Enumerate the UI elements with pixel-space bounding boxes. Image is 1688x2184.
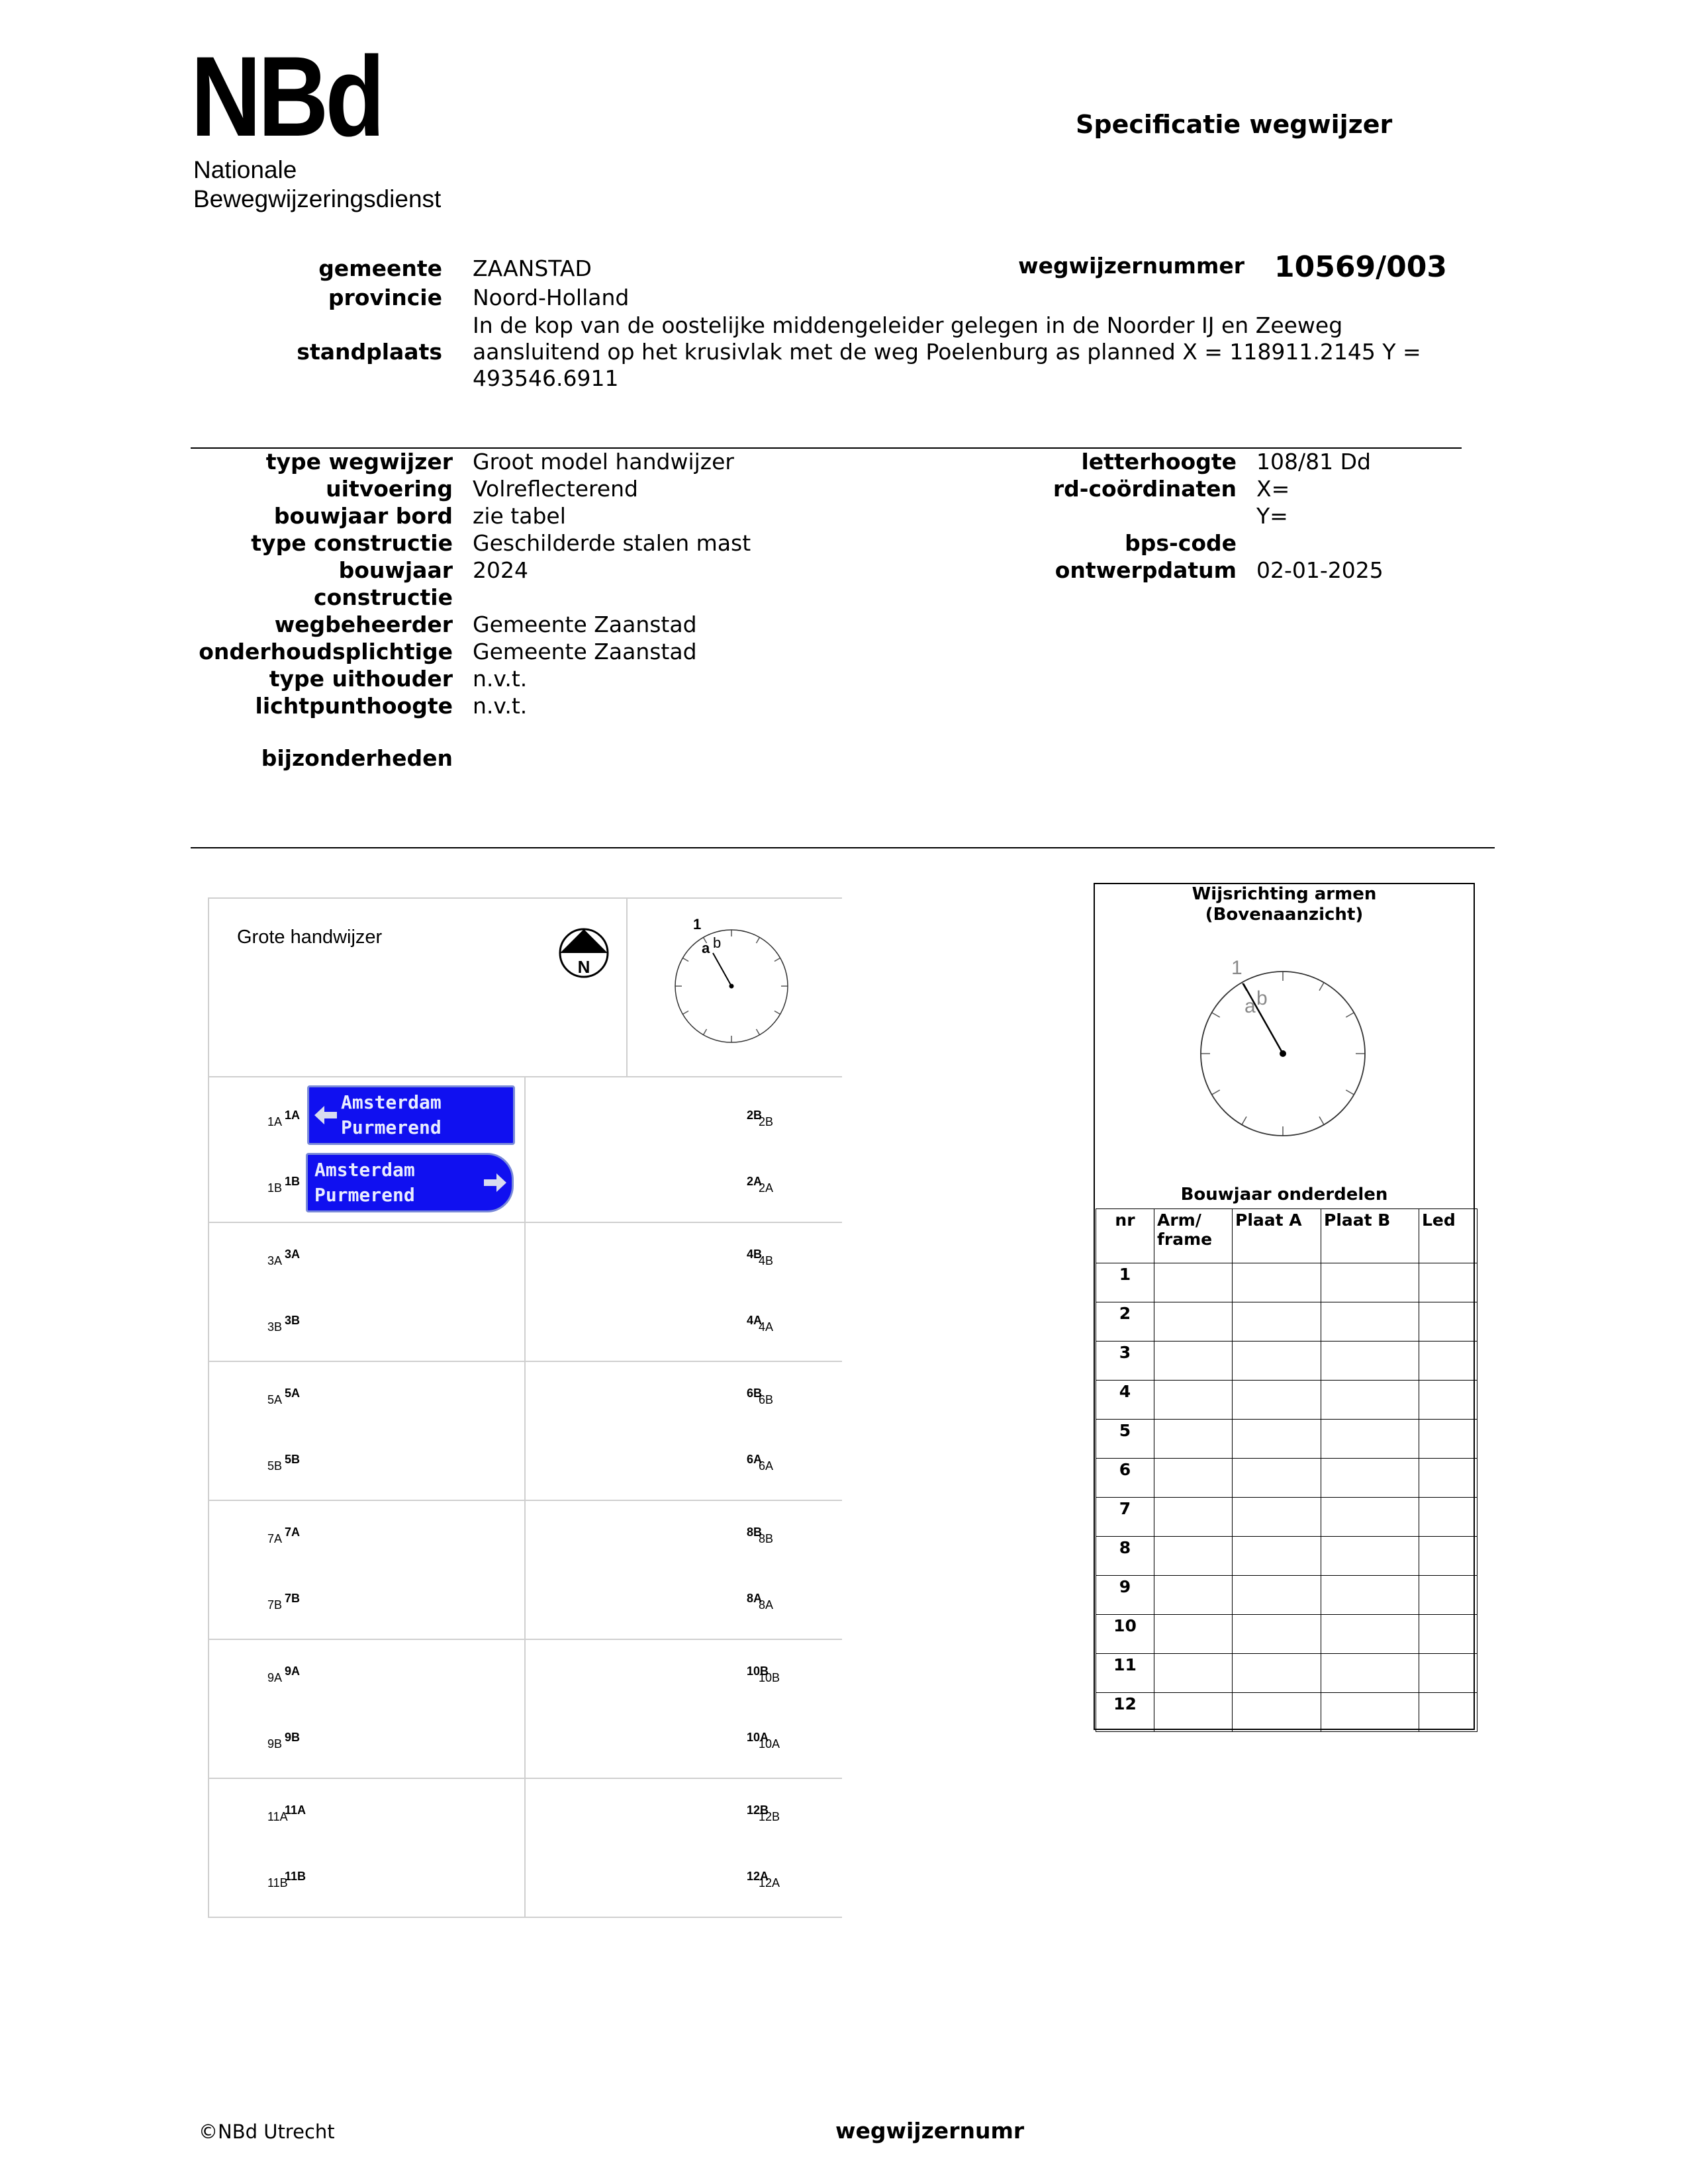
- bouwjaar-row: [1096, 1459, 1477, 1498]
- slot-label-right: 2A: [747, 1175, 763, 1188]
- slot-label-right: 2B: [759, 1115, 774, 1128]
- slot-label-right: 2A: [759, 1181, 774, 1195]
- bouwjaar-cell: [1419, 1302, 1477, 1342]
- bouwjaar-cell: [1233, 1381, 1321, 1420]
- bouwjaar-cell: [1233, 1342, 1321, 1381]
- slot-label-left: 3A: [267, 1254, 283, 1267]
- bouwjaar-row: [1096, 1420, 1477, 1459]
- bouwjaar-cell: [1233, 1459, 1321, 1498]
- logo-subtitle-line1: Nationale: [193, 156, 297, 183]
- bouwjaar-cell: [1321, 1693, 1419, 1732]
- small-dial-arm: [713, 953, 731, 986]
- bouwjaar-cell: [1233, 1654, 1321, 1693]
- detail-right-label: bps-code: [1125, 530, 1237, 556]
- wijsrichting-title-line1: Wijsrichting armen: [1192, 884, 1377, 904]
- bouwjaar-cell: [1233, 1498, 1321, 1537]
- bouwjaar-cell: [1419, 1498, 1477, 1537]
- dial-tick: [704, 1029, 707, 1035]
- detail-label: bouwjaar bord: [273, 503, 453, 529]
- slot-label-right: 10B: [759, 1671, 780, 1684]
- bouwjaar-row-nr: 4: [1096, 1381, 1154, 1420]
- bouwjaar-cell: [1154, 1654, 1233, 1693]
- bouwjaar-cell: [1419, 1381, 1477, 1420]
- bouwjaar-cell: [1321, 1459, 1419, 1498]
- bouwjaar-row: [1096, 1654, 1477, 1693]
- wijsrichting-title: [1094, 884, 1475, 925]
- bouwjaar-cell: [1154, 1498, 1233, 1537]
- slot-label-left: 11B: [285, 1870, 306, 1883]
- slot-label-right: 8A: [759, 1598, 774, 1612]
- slot-label-left: 7B: [267, 1598, 283, 1612]
- slot-label-right: 12A: [747, 1870, 769, 1883]
- slot-label-left: 7A: [285, 1525, 301, 1539]
- slot-label-right: 12A: [759, 1876, 780, 1889]
- gemeente-label: gemeente: [318, 255, 442, 281]
- detail-value: zie tabel: [473, 503, 566, 529]
- wijsrichting-a: a: [1244, 995, 1256, 1017]
- bouwjaar-cell: [1419, 1576, 1477, 1615]
- detail-value: Groot model handwijzer: [473, 449, 734, 475]
- arrow-left-icon: [313, 1104, 338, 1126]
- slot-label-left: 7B: [285, 1592, 301, 1605]
- drawing-header-divider: [626, 897, 628, 1077]
- bouwjaar-cell: [1154, 1263, 1233, 1302]
- standplaats-label: standplaats: [297, 339, 442, 365]
- slot-label-left: 7A: [267, 1532, 283, 1545]
- dial-tick: [757, 937, 760, 943]
- detail-right-value: 108/81 Dd: [1256, 449, 1371, 475]
- slot-label-left: 5B: [285, 1453, 301, 1466]
- dial-tick: [682, 958, 688, 962]
- bouwjaar-row-nr: 12: [1096, 1693, 1154, 1732]
- bouwjaar-cell: [1419, 1537, 1477, 1576]
- slot-label-right: 4A: [747, 1314, 763, 1327]
- detail-value: n.v.t.: [473, 693, 528, 719]
- wijsrichting-b: b: [1256, 987, 1268, 1009]
- drawing-title: Grote handwijzer: [237, 927, 383, 948]
- dial-tick: [1242, 1116, 1246, 1124]
- dial-tick: [757, 1029, 760, 1035]
- slot-label-left: 1A: [285, 1109, 301, 1122]
- detail-label: type uithouder: [269, 666, 453, 692]
- slot-label-right: 10A: [747, 1731, 769, 1744]
- divider-bottom: [191, 847, 1495, 848]
- slot-label-right: 8B: [747, 1525, 763, 1539]
- bouwjaar-row-nr: 3: [1096, 1342, 1154, 1381]
- bouwjaar-cell: [1233, 1537, 1321, 1576]
- detail-label: wegbeheerder: [274, 612, 453, 637]
- bouwjaar-row: [1096, 1576, 1477, 1615]
- small-dial-a: a: [702, 940, 710, 956]
- drawing-center-divider: [524, 1077, 526, 1918]
- bouwjaar-cell: [1233, 1615, 1321, 1654]
- bouwjaar-cell: [1154, 1537, 1233, 1576]
- slot-label-left: 5B: [267, 1459, 283, 1473]
- drawing-row-divider: [208, 1639, 842, 1640]
- drawing-left-border: [208, 897, 209, 1918]
- bouwjaar-cell: [1419, 1263, 1477, 1302]
- standplaats-line3: 493546.6911: [473, 365, 619, 391]
- drawing-row-divider: [208, 1222, 842, 1223]
- bouwjaar-cell: [1321, 1498, 1419, 1537]
- bouwjaar-row-nr: 5: [1096, 1420, 1154, 1459]
- detail-value: Gemeente Zaanstad: [473, 612, 697, 637]
- bouwjaar-row-nr: 9: [1096, 1576, 1154, 1615]
- standplaats-line1: In de kop van de oostelijke middengeleider gelegen in de Noorder IJ en Zeeweg: [473, 312, 1343, 338]
- slot-label-left: 3A: [285, 1248, 301, 1261]
- bouwjaar-table: [1096, 1208, 1477, 1732]
- wegwijzernummer-label: wegwijzernummer: [1018, 253, 1244, 279]
- dial-tick: [1319, 983, 1324, 991]
- footer-copyright: ©NBd Utrecht: [199, 2120, 335, 2143]
- bijzonderheden-label: bijzonderheden: [261, 745, 453, 771]
- bouwjaar-cell: [1233, 1263, 1321, 1302]
- bouwjaar-cell: [1419, 1693, 1477, 1732]
- dial-tick: [1346, 1013, 1354, 1017]
- drawing-top-border: [208, 897, 842, 899]
- slot-label-left: 9A: [285, 1664, 301, 1678]
- bouwjaar-header-row: [1096, 1209, 1477, 1263]
- sign-1b: [306, 1153, 514, 1212]
- slot-label-right: 6A: [747, 1453, 763, 1466]
- bouwjaar-cell: [1321, 1420, 1419, 1459]
- slot-label-left: 1B: [285, 1175, 301, 1188]
- small-dial-arm-number: 1: [693, 916, 702, 933]
- bouwjaar-cell: [1154, 1342, 1233, 1381]
- slot-label-right: 6B: [759, 1393, 774, 1406]
- bouwjaar-cell: [1419, 1654, 1477, 1693]
- logo-subtitle-line2: Bewegwijzeringsdienst: [193, 185, 442, 212]
- wijsrichting-title-line2: (Bovenaanzicht): [1205, 905, 1364, 925]
- bouwjaar-cell: [1233, 1576, 1321, 1615]
- slot-label-right: 8B: [759, 1532, 774, 1545]
- north-arrow-icon: [557, 927, 610, 979]
- slot-label-right: 4B: [747, 1248, 763, 1261]
- bouwjaar-cell: [1419, 1342, 1477, 1381]
- bouwjaar-row: [1096, 1381, 1477, 1420]
- gemeente-value: ZAANSTAD: [473, 255, 592, 281]
- slot-label-left: 9B: [285, 1731, 301, 1744]
- bouwjaar-cell: [1154, 1459, 1233, 1498]
- bouwjaar-cell: [1154, 1302, 1233, 1342]
- bouwjaar-cell: [1321, 1654, 1419, 1693]
- dial-tick: [774, 1011, 780, 1015]
- bouwjaar-cell: [1154, 1381, 1233, 1420]
- bouwjaar-row: [1096, 1498, 1477, 1537]
- slot-label-right: 4A: [759, 1320, 774, 1334]
- drawing-row-divider: [208, 1500, 842, 1501]
- slot-label-right: 12B: [747, 1803, 769, 1817]
- detail-right-label: rd-coördinaten: [1053, 476, 1237, 502]
- bouwjaar-cell: [1321, 1537, 1419, 1576]
- standplaats-line2: aansluitend op het krusivlak met de weg Poelenburg as planned X = 118911.2145 Y =: [473, 339, 1421, 365]
- wijsrichting-dial: [1190, 950, 1376, 1142]
- detail-label: lichtpunthoogte: [255, 693, 453, 719]
- slot-label-right: 8A: [747, 1592, 763, 1605]
- sign-1b-line1: Amsterdam: [314, 1159, 415, 1181]
- dial-tick: [1346, 1090, 1354, 1095]
- bouwjaar-row-nr: 11: [1096, 1654, 1154, 1693]
- bouwjaar-row-nr: 8: [1096, 1537, 1154, 1576]
- small-dial-center: [729, 984, 734, 989]
- detail-value: n.v.t.: [473, 666, 528, 692]
- bouwjaar-cell: [1321, 1576, 1419, 1615]
- detail-label: type wegwijzer: [265, 449, 453, 475]
- bouwjaar-cell: [1321, 1302, 1419, 1342]
- col-plaat-a: Plaat A: [1233, 1209, 1321, 1263]
- detail-value: Geschilderde stalen mast: [473, 530, 751, 556]
- detail-label: constructie: [314, 584, 453, 610]
- slot-label-left: 5A: [285, 1387, 301, 1400]
- slot-label-left: 5A: [267, 1393, 283, 1406]
- dial-tick: [682, 1011, 688, 1015]
- bouwjaar-cell: [1154, 1420, 1233, 1459]
- bouwjaar-cell: [1233, 1693, 1321, 1732]
- bouwjaar-cell: [1419, 1459, 1477, 1498]
- slot-label-left: 9A: [267, 1671, 283, 1684]
- small-dial-b: b: [713, 934, 722, 951]
- detail-right-label: ontwerpdatum: [1055, 557, 1237, 583]
- col-nr: nr: [1096, 1209, 1154, 1263]
- detail-value: Gemeente Zaanstad: [473, 639, 697, 664]
- drawing-row-divider: [208, 1361, 842, 1362]
- bouwjaar-row-nr: 10: [1096, 1615, 1154, 1654]
- sign-1a-line1: Amsterdam: [341, 1091, 442, 1113]
- col-arm-frame: Arm/ frame: [1154, 1209, 1233, 1263]
- detail-right-value: X=: [1256, 476, 1290, 502]
- bouwjaar-title: Bouwjaar onderdelen: [1180, 1185, 1388, 1205]
- dial-tick: [1319, 1116, 1324, 1124]
- wegwijzernummer-value: 10569/003: [1274, 250, 1447, 284]
- small-direction-dial: [669, 913, 801, 1052]
- col-plaat-b: Plaat B: [1321, 1209, 1419, 1263]
- provincie-value: Noord-Holland: [473, 285, 630, 310]
- sign-1a-line2: Purmerend: [341, 1116, 442, 1138]
- dial-tick: [1212, 1013, 1220, 1017]
- bouwjaar-cell: [1233, 1302, 1321, 1342]
- sign-1a: [307, 1085, 515, 1145]
- bouwjaar-row: [1096, 1615, 1477, 1654]
- detail-label: type constructie: [251, 530, 453, 556]
- bouwjaar-row: [1096, 1342, 1477, 1381]
- slot-label-left: 11A: [285, 1803, 306, 1817]
- bouwjaar-row: [1096, 1537, 1477, 1576]
- bouwjaar-cell: [1419, 1420, 1477, 1459]
- slot-label-right: 12B: [759, 1810, 780, 1823]
- bouwjaar-row: [1096, 1693, 1477, 1732]
- slot-label-right: 6A: [759, 1459, 774, 1473]
- provincie-label: provincie: [328, 285, 442, 310]
- detail-value: Volreflecterend: [473, 476, 638, 502]
- bouwjaar-cell: [1321, 1263, 1419, 1302]
- bouwjaar-row: [1096, 1302, 1477, 1342]
- document-title: Specificatie wegwijzer: [1076, 110, 1393, 139]
- slot-label-right: 4B: [759, 1254, 774, 1267]
- detail-value: 2024: [473, 557, 528, 583]
- col-led: Led: [1419, 1209, 1477, 1263]
- wijsrichting-arm-number: 1: [1231, 957, 1243, 979]
- slot-label-left: 11A: [267, 1810, 288, 1823]
- bouwjaar-cell: [1321, 1615, 1419, 1654]
- detail-right-value: Y=: [1256, 503, 1288, 529]
- footer-wegwijzernummer: wegwijzernumr: [835, 2118, 1025, 2144]
- slot-label-right: 2B: [747, 1109, 763, 1122]
- bouwjaar-row-nr: 2: [1096, 1302, 1154, 1342]
- arrow-right-icon: [483, 1171, 508, 1194]
- slot-label-right: 6B: [747, 1387, 763, 1400]
- drawing-row-divider: [208, 1076, 842, 1077]
- slot-label-left: 1A: [267, 1115, 283, 1128]
- slot-label-right: 10B: [747, 1664, 769, 1678]
- slot-label-right: 10A: [759, 1737, 780, 1751]
- bouwjaar-cell: [1321, 1381, 1419, 1420]
- bouwjaar-cell: [1154, 1615, 1233, 1654]
- bouwjaar-row-nr: 1: [1096, 1263, 1154, 1302]
- slot-label-left: 11B: [267, 1876, 288, 1889]
- detail-label: onderhoudsplichtige: [199, 639, 453, 664]
- bouwjaar-cell: [1419, 1615, 1477, 1654]
- drawing-row-divider: [208, 1778, 842, 1779]
- bouwjaar-cell: [1154, 1576, 1233, 1615]
- sign-1b-line2: Purmerend: [314, 1184, 415, 1206]
- slot-label-left: 9B: [267, 1737, 283, 1751]
- detail-label: uitvoering: [326, 476, 453, 502]
- bouwjaar-cell: [1154, 1693, 1233, 1732]
- north-label: N: [577, 957, 590, 977]
- dial-tick: [1212, 1090, 1220, 1095]
- bouwjaar-row: [1096, 1263, 1477, 1302]
- slot-label-left: 3B: [267, 1320, 283, 1334]
- bouwjaar-cell: [1233, 1420, 1321, 1459]
- wijsrichting-center: [1280, 1050, 1286, 1057]
- slot-label-left: 1B: [267, 1181, 283, 1195]
- dial-tick: [774, 958, 780, 962]
- bouwjaar-row-nr: 6: [1096, 1459, 1154, 1498]
- nbd-logo: NBd: [191, 33, 382, 160]
- bouwjaar-row-nr: 7: [1096, 1498, 1154, 1537]
- drawing-bottom-border: [208, 1917, 842, 1918]
- detail-label: bouwjaar: [338, 557, 453, 583]
- detail-right-value: 02-01-2025: [1256, 557, 1383, 583]
- bouwjaar-cell: [1321, 1342, 1419, 1381]
- slot-label-left: 3B: [285, 1314, 301, 1327]
- detail-right-label: letterhoogte: [1081, 449, 1237, 475]
